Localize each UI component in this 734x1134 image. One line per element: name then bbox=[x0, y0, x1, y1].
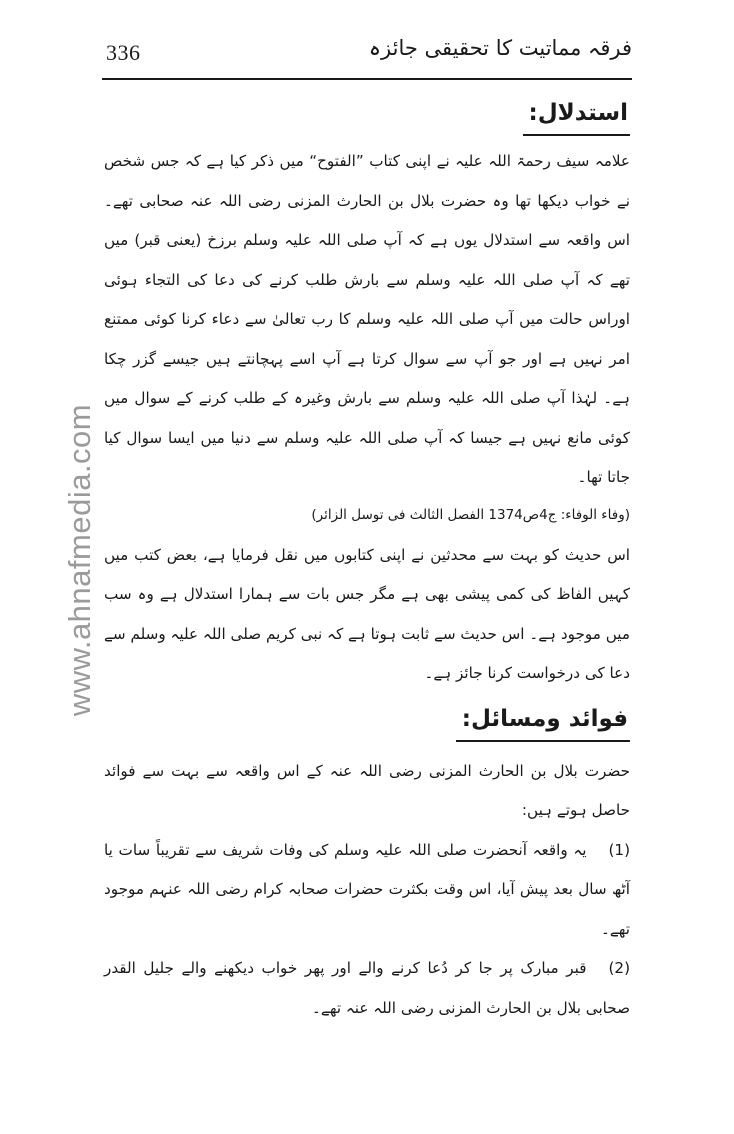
list-item bbox=[104, 949, 630, 1028]
fawaid-heading-wrap bbox=[104, 696, 630, 748]
section-heading-istidlal: استدلال: bbox=[523, 90, 630, 136]
section-heading-fawaid: فوائد ومسائل: bbox=[456, 696, 630, 742]
list-item-marker: (1) bbox=[608, 840, 630, 859]
istidlal-paragraph-1: علامہ سیف رحمۃ اللہ علیہ نے اپنی کتاب ”الفتوح“ میں ذکر کیا ہے کہ جس شخص نے خواب دیکھا تھا وہ حضرت بلال بن الحارث المزنی رضی اللہ عنہ صحابی تھے۔ اس واقعہ سے استدلال یوں ہے کہ آپ صلی اللہ علیہ وسلم برزخ (یعنی قبر) میں تھے کہ آپ صلی اللہ علیہ وسلم سے بارش طلب کرنے کی دعا کی التجاء ہوئی اوراس حالت میں آپ صلی اللہ علیہ وسلم کا رب تعالیٰ سے دعاء کرنا کوئی ممتنع امر نہیں ہے اور جو آپ سے سوال کرتا ہے آپ اسے پہچانتے ہیں جیسے گزر چکا ہے۔ لہٰذا آپ صلی اللہ علیہ وسلم سے بارش وغیرہ کے طلب کرنے کے سوال میں کوئی مانع نہیں ہے جیسا کہ آپ صلی اللہ علیہ وسلم سے دنیا میں ایسا سوال کیا جاتا تھا۔ bbox=[104, 152, 630, 486]
running-title: فرقہ مماتیت کا تحقیقی جائزہ bbox=[368, 36, 632, 60]
list-item-text: قبر مبارک پر جا کر دُعا کرنے والے اور پھر خواب دیکھنے والے جلیل القدر صحابی بلال بن الحارث المزنی رضی اللہ عنہ تھے۔ bbox=[104, 959, 630, 1017]
istidlal-heading-wrap bbox=[104, 90, 630, 142]
watermark: www.ahnafmedia.com bbox=[62, 403, 97, 717]
header-divider bbox=[102, 78, 632, 80]
citation: (وفاء الوفاء: ج4ص1374 الفصل الثالث فی توسل الزائر) bbox=[311, 506, 630, 523]
fawaid-intro: حضرت بلال بن الحارث المزنی رضی اللہ عنہ کے اس واقعہ سے بہت سے فوائد حاصل ہوتے ہیں: bbox=[104, 761, 630, 819]
page-number: 336 bbox=[106, 40, 141, 65]
istidlal-paragraph-2: اس حدیث کو بہت سے محدثین نے اپنی کتابوں میں نقل فرمایا ہے، بعض کتب میں کہیں الفاظ کی کمی پیشی بھی ہے مگر جس بات سے ہمارا استدلال ہے وہ سب میں موجود ہے۔ اس حدیث سے ثابت ہوتا ہے کہ نبی کریم صلی اللہ علیہ وسلم سے دعا کی درخواست کرنا جائز ہے۔ bbox=[104, 545, 630, 682]
list-item bbox=[104, 831, 630, 950]
page-content bbox=[104, 86, 630, 1028]
list-item-marker: (2) bbox=[608, 959, 630, 977]
list-item-text: یہ واقعہ آنحضرت صلی اللہ علیہ وسلم کی وفات شریف سے تقریباً سات یا آٹھ سال بعد پیش آیا، اس وقت بکثرت حضرات صحابہ کرام رضی اللہ عنہم موجود تھے۔ bbox=[104, 840, 630, 938]
